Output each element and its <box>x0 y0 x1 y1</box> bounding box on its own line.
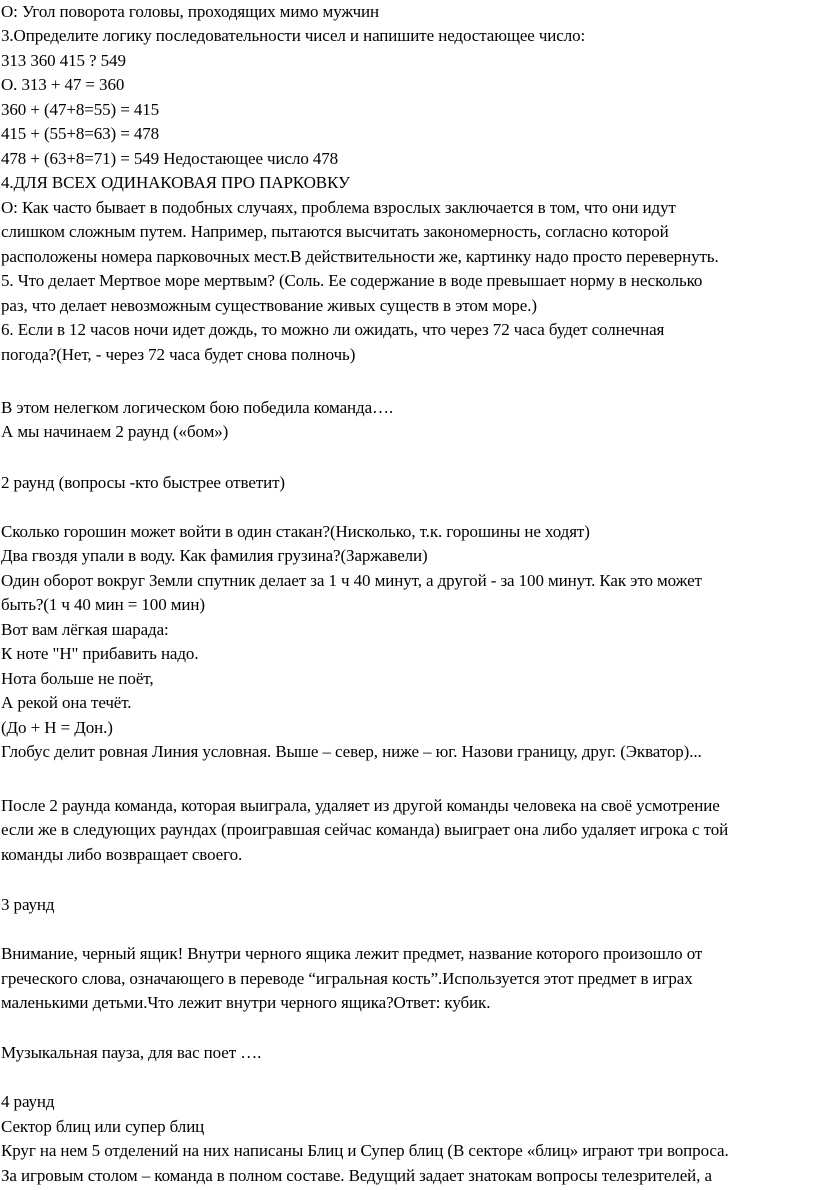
text-line: Внимание, черный ящик! Внутри черного ящика лежит предмет, название которого произошло от <box>1 944 703 963</box>
text-line: 478 + (63+8=71) = 549 Недостающее число 478 <box>1 149 339 168</box>
text-line: Музыкальная пауза, для вас поет …. <box>1 1043 262 1062</box>
text-line: О: Как часто бывает в подобных случаях, проблема взрослых заключается в том, что они идут <box>1 198 676 217</box>
text-line: Круг на нем 5 отделений на них написаны Блиц и Супер блиц (В секторе «блиц» играют три вопроса. <box>1 1141 729 1160</box>
text-line: раз, что делает невозможным существование живых существ в этом море.) <box>1 296 537 315</box>
text-line: (До + Н = Дон.) <box>1 718 113 737</box>
text-line: 6. Если в 12 часов ночи идет дождь, то можно ли ожидать, что через 72 часа будет солнечная <box>1 320 665 339</box>
text-line: Сколько горошин может войти в один стакан?(Нисколько, т.к. горошины не ходят) <box>1 522 590 541</box>
text-line: Глобус делит ровная Линия условная. Выше – север, ниже – юг. Назови границу, друг. (Экватор)... <box>1 742 702 761</box>
text-line: Сектор блиц или супер блиц <box>1 1117 205 1136</box>
text-line: После 2 раунда команда, которая выиграла, удаляет из другой команды человека на своё усмотрение <box>1 796 720 815</box>
text-line: 5. Что делает Мертвое море мертвым? (Соль. Ее содержание в воде превышает норму в несколько <box>1 271 703 290</box>
text-line: Два гвоздя упали в воду. Как фамилия грузина?(Заржавели) <box>1 546 428 565</box>
text-line: В этом нелегком логическом бою победила команда…. <box>1 398 394 417</box>
text-line: О: Угол поворота головы, проходящих мимо мужчин <box>1 2 380 21</box>
text-line: погода?(Нет, - через 72 часа будет снова полночь) <box>1 345 356 364</box>
text-line: К ноте "Н" прибавить надо. <box>1 644 199 663</box>
text-line: 415 + (55+8=63) = 478 <box>1 124 160 143</box>
text-line: 360 + (47+8=55) = 415 <box>1 100 160 119</box>
text-line: О. 313 + 47 = 360 <box>1 75 125 94</box>
text-line: Нота больше не поёт, <box>1 669 154 688</box>
text-line: расположены номера парковочных мест.В действительности же, картинку надо просто перевернуть. <box>1 247 719 266</box>
text-line: если же в следующих раундах (проигравшая сейчас команда) выиграет она либо удаляет игрока с той <box>1 820 729 839</box>
text-line: 313 360 415 ? 549 <box>1 51 126 70</box>
text-line: Один оборот вокруг Земли спутник делает за 1 ч 40 минут, а другой - за 100 минут. Как это может <box>1 571 702 590</box>
text-line: греческого слова, означающего в переводе “игральная кость”.Используется этот предмет в играх <box>1 969 693 988</box>
text-line: 2 раунд (вопросы -кто быстрее ответит) <box>1 473 285 492</box>
text-line: А мы начинаем 2 раунд («бом») <box>1 422 229 441</box>
text-line: 3.Определите логику последовательности чисел и напишите недостающее число: <box>1 26 586 45</box>
text-line: 4 раунд <box>1 1092 55 1111</box>
text-line: слишком сложным путем. Например, пытаются высчитать закономерность, согласно которой <box>1 222 669 241</box>
text-line: Вот вам лёгкая шарада: <box>1 620 169 639</box>
text-line: 4.ДЛЯ ВСЕХ ОДИНАКОВАЯ ПРО ПАРКОВКУ <box>1 173 350 192</box>
text-line: команды либо возвращает своего. <box>1 845 243 864</box>
text-line: За игровым столом – команда в полном составе. Ведущий задает знатокам вопросы телезрителей, а <box>1 1166 712 1185</box>
text-line: А рекой она течёт. <box>1 693 132 712</box>
text-line: 3 раунд <box>1 895 55 914</box>
text-line: маленькими детьми.Что лежит внутри черного ящика?Ответ: кубик. <box>1 993 491 1012</box>
text-line: быть?(1 ч 40 мин = 100 мин) <box>1 595 205 614</box>
